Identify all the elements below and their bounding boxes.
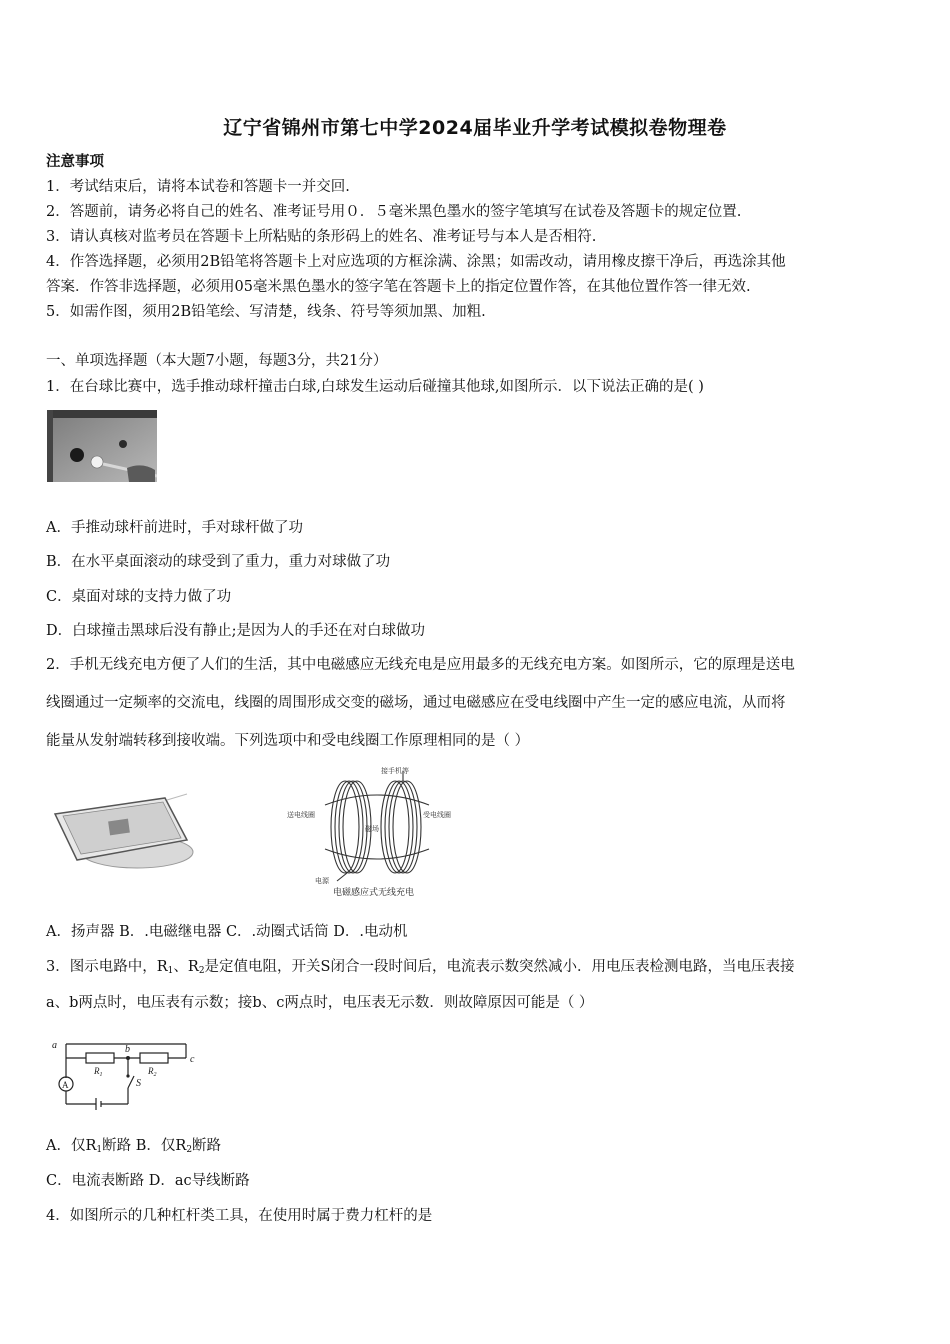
- label-field: 磁场: [365, 826, 379, 833]
- question-3-stem: 3．图示电路中，$R_1$、$R_2$是定值电阻，开关S闭合一段时间后，电流表示数突然减小．用电压表检测电路，当电压表接: [46, 959, 795, 976]
- question-1-stem: 1．在台球比赛中，选手推动球杆撞击白球,白球发生运动后碰撞其他球,如图所示．以下说法正确的是( ): [46, 379, 704, 395]
- node-a: a: [52, 1040, 57, 1051]
- wireless-charging-diagram: [285, 765, 465, 900]
- question-1-option-b: B．在水平桌面滚动的球受到了重力，重力对球做了功: [46, 554, 391, 570]
- notice-item: 2．答题前，请务必将自己的姓名、准考证号用０．５毫米黑色墨水的签字笔填写在试卷及答题卡的规定位置.: [46, 204, 742, 220]
- page-title: 辽宁省锦州市第七中学2024届毕业升学考试模拟卷物理卷: [223, 117, 727, 139]
- notice-item: 1．考试结束后，请将本试卷和答题卡一并交回.: [46, 179, 350, 195]
- switch-label: S: [136, 1078, 141, 1089]
- question-1-option-d: D．白球撞击黑球后没有静止;是因为人的手还在对白球做功: [46, 623, 426, 639]
- r1-label: $R_1$: [94, 1066, 103, 1078]
- notice-heading: 注意事项: [46, 153, 104, 170]
- question-3-options: C．电流表断路 D．ac导线断路: [46, 1173, 250, 1189]
- label-send-coil: 送电线圈: [287, 812, 315, 819]
- question-2-stem: 2．手机无线充电方便了人们的生活，其中电磁感应无线充电是应用最多的无线充电方案。如图所示，它的原理是送电: [46, 657, 795, 673]
- label-power: 电源: [315, 878, 329, 885]
- question-4-stem: 4．如图所示的几种杠杆类工具，在使用时属于费力杠杆的是: [46, 1208, 433, 1224]
- billiards-photo: [47, 410, 157, 482]
- question-3-stem: a、b两点时，电压表有示数；接b、c两点时，电压表无示数．则故障原因可能是（ ）: [46, 995, 594, 1011]
- node-c: c: [190, 1054, 195, 1065]
- label-recv-coil: 受电线圈: [423, 812, 451, 819]
- phone-charger-photo: [47, 790, 197, 872]
- section-heading: 一、单项选择题（本大题7小题，每题3分，共21分）: [46, 353, 388, 369]
- question-1-option-a: A．手推动球杆前进时，手对球杆做了功: [46, 520, 303, 536]
- question-1-option-c: C．桌面对球的支持力做了功: [46, 589, 232, 605]
- notice-item: 3．请认真核对监考员在答题卡上所粘贴的条形码上的姓名、准考证号与本人是否相符.: [46, 229, 597, 245]
- question-2-options: A．扬声器 B．.电磁继电器 C．.动圈式话筒 D．.电动机: [46, 924, 408, 940]
- question-2-stem: 能量从发射端转移到接收端。下列选项中和受电线圈工作原理相同的是（ ）: [46, 733, 530, 749]
- figure-caption: 电磁感应式无线充电: [333, 887, 415, 897]
- node-b: b: [125, 1044, 130, 1055]
- question-2-stem: 线圈通过一定频率的交流电，线圈的周围形成交变的磁场，通过电磁感应在受电线圈中产生一定的感应电流，从而将: [46, 695, 786, 711]
- question-3-options: A．仅$R_1$断路 B．仅$R_2$断路: [46, 1138, 222, 1155]
- r2-label: $R_2$: [148, 1066, 157, 1078]
- label-top: 接手机等: [381, 768, 409, 775]
- circuit-diagram: [46, 1038, 206, 1110]
- notice-item: 答案．作答非选择题，必须用05毫米黑色墨水的签字笔在答题卡上的指定位置作答，在其他位置作答一律无效.: [46, 279, 751, 295]
- notice-item: 5．如需作图，须用2B铅笔绘、写清楚，线条、符号等须加黑、加粗.: [46, 304, 486, 320]
- ammeter-icon: A: [62, 1080, 69, 1090]
- notice-item: 4．作答选择题，必须用2B铅笔将答题卡上对应选项的方框涂满、涂黑；如需改动，请用橡皮擦干净后，再选涂其他: [46, 254, 786, 270]
